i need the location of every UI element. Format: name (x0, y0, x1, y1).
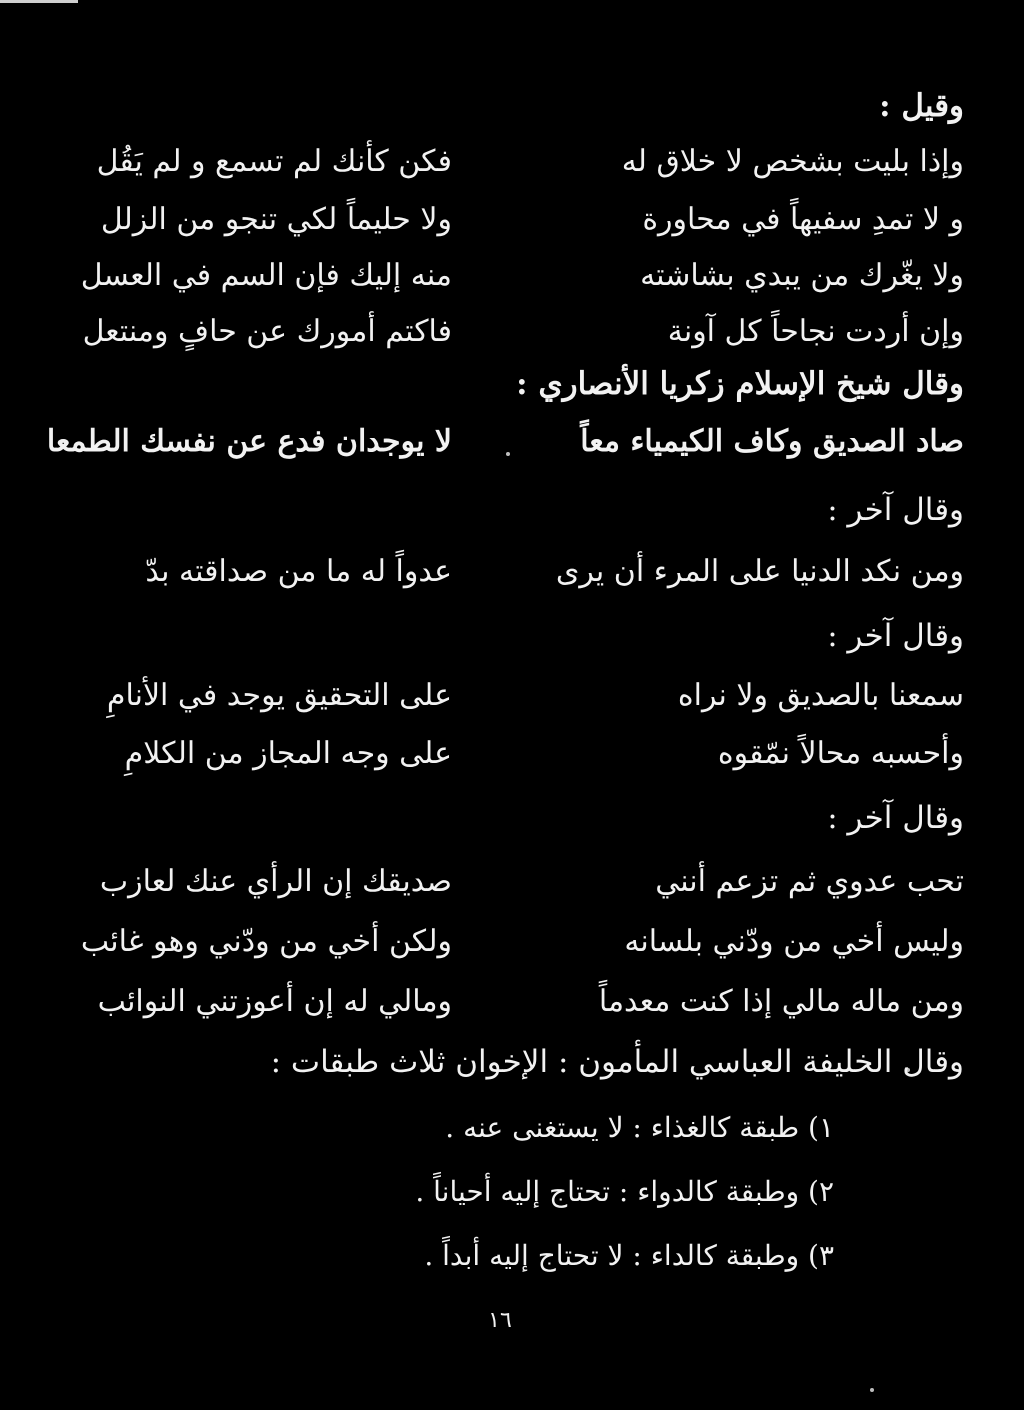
verse-first-hemistich: وإذا بليت بشخص لا خلاق له (621, 144, 964, 179)
list-item: ٣) وطبقة كالداء : لا تحتاج إليه أبداً . (424, 1239, 834, 1272)
verse-first-hemistich: ومن ماله مالي إذا كنت معدماً (598, 984, 964, 1019)
list-item: ٢) وطبقة كالدواء : تحتاج إليه أحياناً . (415, 1175, 834, 1208)
verse-second-hemistich: فكن كأنك لم تسمع و لم يَقُل (96, 144, 452, 179)
list-item: ١) طبقة كالغذاء : لا يستغنى عنه . (445, 1111, 834, 1144)
verse-first-hemistich: ومن نكد الدنيا على المرء أن يرى (555, 554, 964, 589)
verse-second-hemistich: ولا حليماً لكي تنجو من الزلل (100, 202, 452, 237)
verse-second-hemistich: لا يوجدان فدع عن نفسك الطمعا (46, 424, 452, 459)
verse-second-hemistich: صديقك إن الرأي عنك لعازب (99, 864, 452, 899)
verse-second-hemistich: عدواً له ما من صداقته بدّ (145, 554, 452, 589)
verse-second-hemistich: ولكن أخي من ودّني وهو غائب (80, 924, 452, 959)
verse-first-hemistich: سمعنا بالصديق ولا نراه (677, 678, 964, 713)
verse-second-hemistich: على التحقيق يوجد في الأنامِ (106, 678, 452, 713)
verse-second-hemistich: على وجه المجاز من الكلامِ (124, 736, 452, 771)
verse-second-hemistich: ومالي له إن أعوزتني النوائب (97, 984, 452, 1019)
section-heading: وقال الخليفة العباسي المأمون : الإخوان ثلاث طبقات : (270, 1044, 964, 1080)
verse-second-hemistich: فاكتم أمورك عن حافٍ ومنتعل (82, 314, 452, 349)
verse-first-hemistich: ولا يغّرك من يبدي بشاشته (640, 258, 964, 293)
verse-intro: وقال آخر : (827, 492, 964, 528)
page-number: ١٦ (488, 1308, 512, 1333)
verse-intro: وقيل : (879, 88, 964, 124)
verse-first-hemistich: وليس أخي من ودّني بلسانه (624, 924, 964, 959)
verse-first-hemistich: وأحسبه محالاً نمّقوه (717, 736, 964, 771)
verse-intro: وقال آخر : (827, 618, 964, 654)
verse-first-hemistich: صاد الصديق وكاف الكيمياء معاً (580, 424, 964, 459)
verse-second-hemistich: منه إليك فإن السم في العسل (80, 258, 452, 293)
verse-intro: وقال آخر : (827, 800, 964, 836)
verse-first-hemistich: وإن أردت نجاحاً كل آونة (667, 314, 964, 349)
verse-first-hemistich: و لا تمدِ سفيهاً في محاورة (642, 202, 964, 237)
verse-first-hemistich: تحب عدوي ثم تزعم أنني (655, 864, 964, 899)
verse-intro: وقال شيخ الإسلام زكريا الأنصاري : (516, 366, 964, 402)
